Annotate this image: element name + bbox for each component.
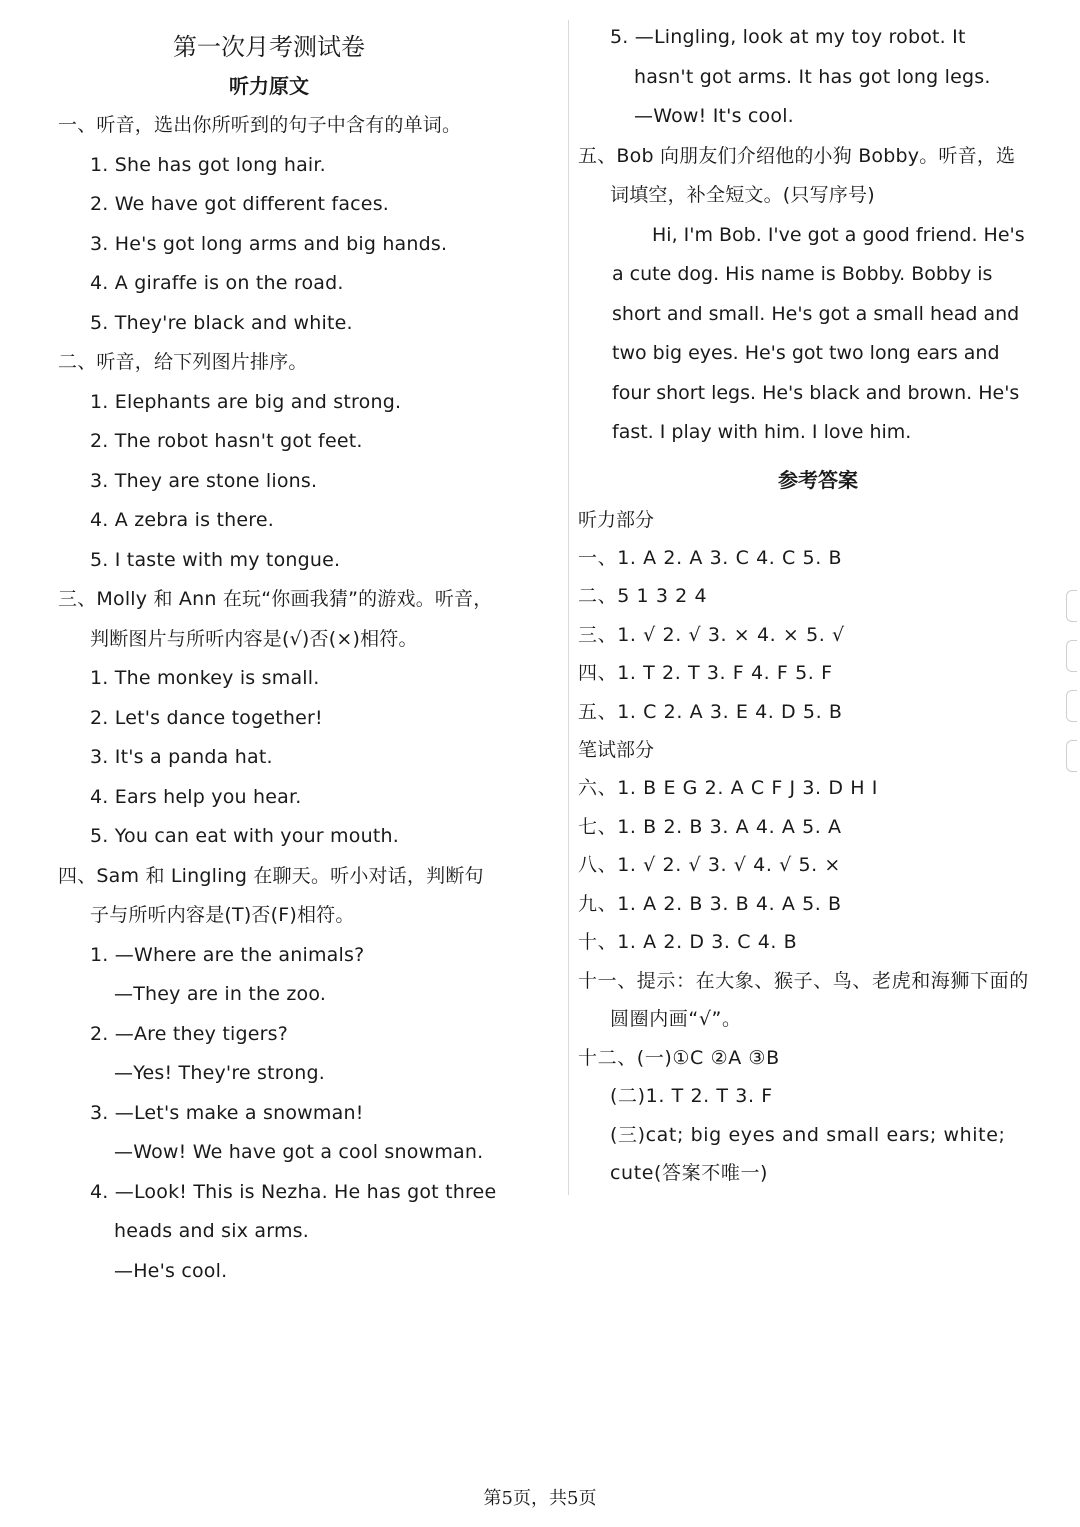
script-line: 4. A giraffe is on the road. (90, 272, 344, 294)
answer-line: 八、1. √ 2. √ 3. √ 4. √ 5. × (578, 854, 841, 876)
answer-line: 二、5 1 3 2 4 (578, 585, 708, 607)
script-line: 3. It's a panda hat. (90, 746, 273, 768)
script-line: 1. —Where are the animals? (90, 943, 365, 966)
script-line: 四、Sam 和 Lingling 在聊天。听小对话，判断句 (58, 864, 484, 887)
answer-line: 六、1. B E G 2. A C F J 3. D H I (578, 777, 878, 799)
written-part-heading: 笔试部分 (578, 739, 655, 761)
script-line: 3. They are stone lions. (90, 469, 318, 492)
answers-title: 参考答案 (778, 467, 858, 492)
script-line: 一、听音，选出你所听到的句子中含有的单词。 (58, 114, 462, 136)
passage-line: two big eyes. He's got two long ears and (612, 342, 1000, 364)
script-line: 2. The robot hasn't got feet. (90, 430, 363, 452)
script-line: 1. Elephants are big and strong. (90, 390, 402, 413)
answer-line: 圆圈内画“√”。 (610, 1008, 742, 1030)
script-line: 三、Molly 和 Ann 在玩“你画我猜”的游戏。听音， (58, 588, 493, 610)
passage-line: a cute dog. His name is Bobby. Bobby is (612, 263, 993, 285)
written-answers (578, 769, 1058, 1193)
script-line: 5. They're black and white. (90, 311, 353, 334)
edge-mark (1066, 590, 1077, 622)
script-line: 5. You can eat with your mouth. (90, 825, 399, 847)
answer-line: 十一、提示：在大象、猴子、鸟、老虎和海狮下面的 (578, 969, 1029, 992)
script-line: 二、听音，给下列图片排序。 (58, 351, 308, 373)
answer-line: 五、1. C 2. A 3. E 4. D 5. B (578, 700, 843, 723)
page-title: 第一次月考测试卷 (173, 33, 365, 61)
listening-script-continued (578, 18, 1058, 216)
listening-answers (578, 539, 1058, 732)
script-line: 5. —Lingling, look at my toy robot. It (610, 26, 966, 48)
edge-binding-marks (1066, 590, 1080, 790)
script-line: hasn't got arms. It has got long legs. (634, 65, 991, 88)
edge-mark (1066, 690, 1077, 722)
listening-script-lines (58, 106, 558, 1291)
answer-line: 十二、(一)①C ②A ③B (578, 1046, 780, 1069)
script-line: 4. —Look! This is Nezha. He has got three (90, 1180, 497, 1203)
script-line: 2. —Are they tigers? (90, 1022, 289, 1045)
script-line: 3. —Let's make a snowman! (90, 1101, 364, 1124)
passage-paragraph (578, 216, 1058, 453)
script-line: 1. The monkey is small. (90, 667, 320, 689)
column-divider (568, 20, 569, 1195)
script-line: 五、Bob 向朋友们介绍他的小狗 Bobby。听音，选 (578, 144, 1016, 167)
page-footer: 第5页，共5页 (483, 1488, 597, 1509)
script-line: —He's cool. (114, 1259, 228, 1282)
script-line: 子与所听内容是(T)否(F)相符。 (90, 904, 355, 926)
script-line: 判断图片与所听内容是(√)否(×)相符。 (90, 627, 418, 650)
script-line: 2. Let's dance together! (90, 706, 323, 729)
answer-line: 三、1. √ 2. √ 3. × 4. × 5. √ (578, 623, 845, 646)
script-line: 1. She has got long hair. (90, 153, 326, 176)
edge-mark (1066, 640, 1077, 672)
script-line: 3. He's got long arms and big hands. (90, 232, 448, 255)
listening-script-title: 听力原文 (229, 74, 309, 98)
answer-line: 四、1. T 2. T 3. F 4. F 5. F (578, 662, 833, 684)
right-column (578, 18, 1058, 1193)
answer-line: cute(答案不唯一) (610, 1162, 769, 1184)
listening-part-heading: 听力部分 (578, 508, 655, 531)
script-line: heads and six arms. (114, 1220, 309, 1242)
answer-line: 一、1. A 2. A 3. C 4. C 5. B (578, 546, 843, 569)
answer-line: (三)cat; big eyes and small ears; white; (610, 1123, 1006, 1146)
left-column (58, 28, 558, 1291)
passage-line: short and small. He's got a small head and (612, 302, 1020, 325)
answer-line: 七、1. B 2. B 3. A 4. A 5. A (578, 815, 842, 838)
script-line: 4. Ears help you hear. (90, 785, 302, 808)
passage-line: four short legs. He's black and brown. He's (612, 381, 1020, 404)
script-line: 2. We have got different faces. (90, 193, 390, 215)
answer-line: (二)1. T 2. T 3. F (610, 1085, 773, 1107)
script-line: —They are in the zoo. (114, 983, 327, 1005)
passage-line: fast. I play with him. I love him. (612, 421, 912, 443)
passage-line: Hi, I'm Bob. I've got a good friend. He's (652, 223, 1025, 246)
script-line: —Yes! They're strong. (114, 1062, 325, 1084)
answer-line: 十、1. A 2. D 3. C 4. B (578, 931, 798, 953)
edge-mark (1066, 740, 1077, 772)
answer-line: 九、1. A 2. B 3. B 4. A 5. B (578, 892, 842, 915)
script-line: —Wow! We have got a cool snowman. (114, 1141, 484, 1163)
script-line: 词填空，补全短文。(只写序号) (610, 184, 875, 206)
script-line: —Wow! It's cool. (634, 105, 794, 127)
script-line: 4. A zebra is there. (90, 509, 274, 531)
script-line: 5. I taste with my tongue. (90, 548, 341, 571)
